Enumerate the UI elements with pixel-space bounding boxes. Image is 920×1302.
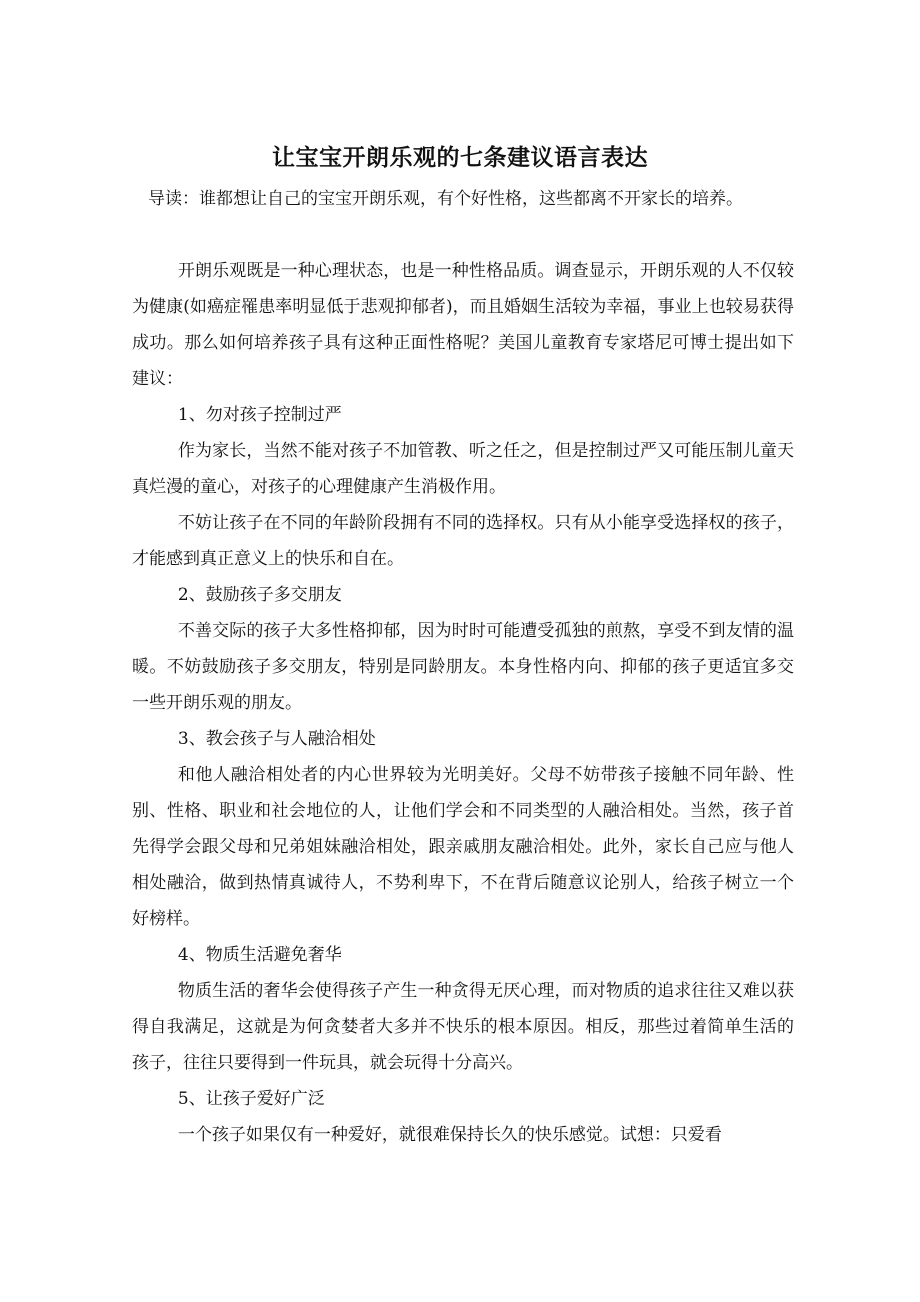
paragraph: 作为家长，当然不能对孩子不加管教、听之任之，但是控制过严又可能压制儿童天真烂漫的童心，对孩子的心理健康产生消极作用。 — [132, 441, 794, 497]
paragraph-intro: 开朗乐观既是一种心理状态，也是一种性格品质。调查显示，开朗乐观的人不仅较为健康(如癌症罹患率明显低于悲观抑郁者)，而且婚姻生活较为幸福，事业上也较易获得成功。那么如何培养孩子具有这种正面性格呢？美国儿童教育专家塔尼可博士提出如下建议： — [132, 261, 794, 389]
section-heading-2: 2、鼓励孩子多交朋友 — [177, 585, 342, 605]
section-heading-4: 4、物质生活避免奢华 — [177, 945, 342, 965]
paragraph: 和他人融洽相处者的内心世界较为光明美好。父母不妨带孩子接触不同年龄、性别、性格、职业和社会地位的人，让他们学会和不同类型的人融洽相处。当然，孩子首先得学会跟父母和兄弟姐妹融洽相处，跟亲戚朋友融洽相处。此外，家长自己应与他人相处融洽，做到热情真诚待人，不势利卑下，不在背后随意议论别人，给孩子树立一个好榜样。 — [132, 765, 794, 929]
paragraph: 物质生活的奢华会使得孩子产生一种贪得无厌心理，而对物质的追求往往又难以获得自我满足，这就是为何贪婪者大多并不快乐的根本原因。相反，那些过着简单生活的孩子，往往只要得到一件玩具，就会玩得十分高兴。 — [132, 981, 794, 1073]
paragraph: 不妨让孩子在不同的年龄阶段拥有不同的选择权。只有从小能享受选择权的孩子，才能感到真正意义上的快乐和自在。 — [132, 513, 794, 569]
document-body — [132, 253, 794, 1153]
section-heading-1: 1、勿对孩子控制过严 — [177, 405, 342, 425]
section-heading-5: 5、让孩子爱好广泛 — [177, 1089, 325, 1109]
document-intro: 导读：谁都想让自己的宝宝开朗乐观，有个好性格，这些都离不开家长的培养。 — [148, 189, 743, 209]
document-title: 让宝宝开朗乐观的七条建议语言表达 — [272, 144, 648, 171]
paragraph: 一个孩子如果仅有一种爱好，就很难保持长久的快乐感觉。试想：只爱看 — [177, 1125, 722, 1145]
section-heading-3: 3、教会孩子与人融洽相处 — [177, 729, 376, 749]
paragraph: 不善交际的孩子大多性格抑郁，因为时时可能遭受孤独的煎熬，享受不到友情的温暖。不妨鼓励孩子多交朋友，特别是同龄朋友。本身性格内向、抑郁的孩子更适宜多交一些开朗乐观的朋友。 — [132, 621, 794, 713]
